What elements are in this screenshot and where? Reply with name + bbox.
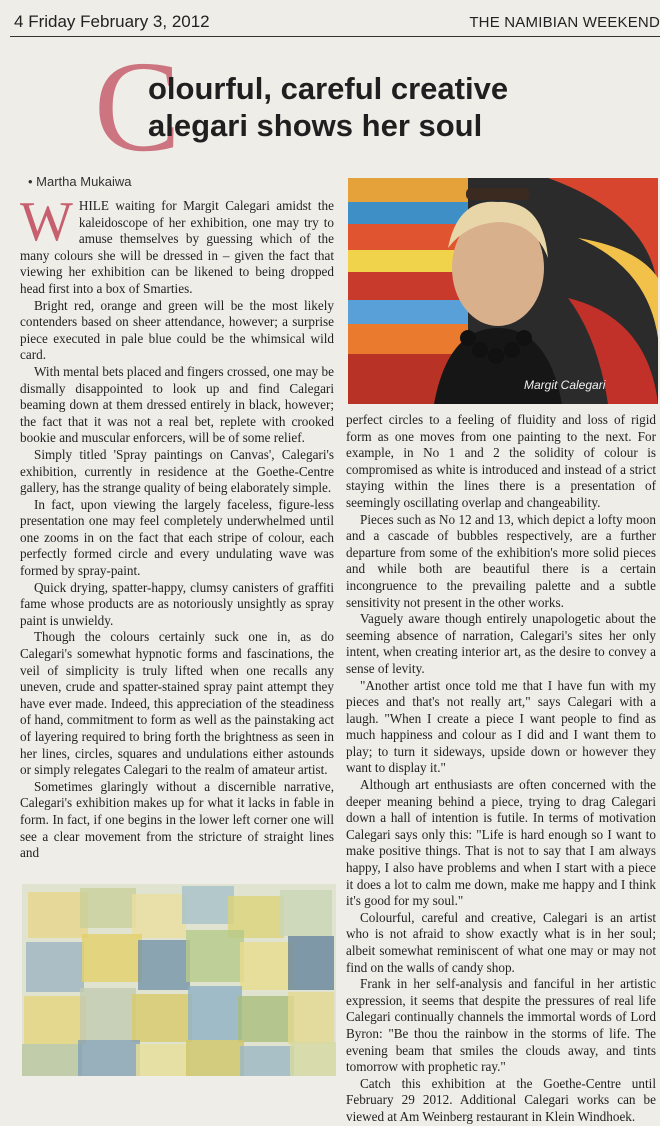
paragraph: Colourful, careful and creative, Calegari is an artist who is not afraid to show exactly what is in her soul; albeit somewhat reminiscent of what one may or may not find on the walls of candy shop. — [346, 909, 656, 975]
article-column-right — [346, 412, 656, 1126]
paragraph: Frank in her self-analysis and fanciful in her artistic expression, it seems that despite the pressures of real life Calegari continually channels the immortal words of Lord Byron: "Be thou the rainbow in the storms of life. The evening beam that smiles the clouds away, and tints tomorrow with prophetic ray." — [346, 976, 656, 1075]
paragraph: Vaguely aware though entirely unapologetic about the seeming absence of narration, Calegari's sites her only intent, when creating interior art, as the desire to convey a sense of levity. — [346, 611, 656, 676]
spray-painting-artwork — [22, 884, 336, 1076]
paragraph: Although art enthusiasts are often concerned with the deeper meaning behind a piece, trying to drag Calegari down a hall of intention is futile. In terms of motivation Calegari says only this: "Life is hard enough so I want to make positive things. That is not to say that I am always happy, I also have problems and when I start with a piece it does a lot to calm me down, make me happy and I think it's good for my soul." — [346, 777, 656, 909]
article-column-left — [20, 191, 334, 862]
byline: • Martha Mukaiwa — [28, 174, 132, 189]
headline-drop-letter: C — [94, 35, 181, 179]
paragraph: Sometimes glaringly without a discernible narrative, Calegari's exhibition makes up for what it lacks in fable in form. In fact, if one begins in the lower left corner one will see a clear movement from the stricture of straight lines and — [20, 778, 334, 861]
paragraph: "Another artist once told me that I have fun with my pieces and that's not really art," says Calegari with a laugh. "When I create a piece I want people to find as much happiness and colour as I did and I want them to play; to turn it sideways, upside down or however they want to display it." — [346, 677, 656, 776]
portrait-image — [348, 178, 658, 404]
page-header — [0, 0, 660, 36]
weekday: Friday — [28, 12, 76, 31]
paragraph: Catch this exhibition at the Goethe-Centre until February 29 2012. Additional Calegari works can be viewed at Am Weinberg restaurant in Klein Windhoek. — [346, 1075, 656, 1124]
paragraph: Pieces such as No 12 and 13, which depict a lofty moon and a cascade of bubbles respectively, are a further departure from some of the exhibition's more solid pieces and while both are beautiful there is a certain incongruence to the prevailing palette and a subtle sensitivity not present in the other works. — [346, 511, 656, 610]
paragraph: Quick drying, spatter-happy, clumsy canisters of graffiti fame whose products are as notoriously unsightly as spray paint is unwieldy. — [20, 579, 334, 628]
paragraph: Though the colours certainly suck one in, as do Calegari's somewhat hypnotic forms and fascinations, the veil of simplicity is truly lifted when one recalls any uneven, crude and spatter-stained spray paint attempt they have ever made. Indeed, this appreciation of the steadiness of hand, commitment to form as well as the painstaking act of layering required to bring forth the brightness as seen in her lines, circles, squares and undulations either astounds or simply relegates Calegari to the realm of amateur artist. — [20, 629, 334, 778]
paragraph: Simply titled 'Spray paintings on Canvas', Calegari's exhibition, currently in residence at the Goethe-Centre gallery, has the strange quality of being elaborately simple. — [20, 446, 334, 496]
headline — [148, 70, 508, 144]
headline-line-2: alegari shows her soul — [148, 108, 483, 143]
photo-caption: Margit Calegari — [524, 378, 606, 392]
lead-paragraph — [20, 191, 334, 298]
paragraph: In fact, upon viewing the largely faceless, figure-less presentation one may feel completely underwhelmed until one zooms in on the fact that each stripe of colour, each perfectly formed circle and every undulating wave was formed by spray-paint. — [20, 496, 334, 579]
paragraph-continued: perfect circles to a feeling of fluidity and loss of rigid form as one moves from one painting to the next. For example, in No 1 and 2 the solidity of colour is compromised as white is introduced and instead of a strict staying within the lines there is a presentation of seemingly oscillating overlap and changeability. — [346, 412, 656, 510]
paragraph: Bright red, orange and green will be the most likely contenders based on sheer attendance, however; a surprise piece executed in pale blue could be the whimsical wild card. — [20, 297, 334, 363]
page-number: 4 — [14, 12, 24, 31]
headline-line-1: olourful, careful creative — [148, 71, 509, 106]
paragraph: With mental bets placed and fingers crossed, one may be dismally disappointed to look up and find Calegari beaming down at them dressed entirely in black, however; the fact that it was not a real bet, replete with crooked bookie and muscular enforcers, will be of some relief. — [20, 363, 334, 446]
drop-cap: W — [20, 191, 73, 253]
issue-date: February 3, 2012 — [80, 12, 210, 31]
publication-name: THE NAMIBIAN WEEKEND — [469, 14, 660, 31]
painting-image — [22, 884, 336, 1076]
lead-text: HILE waiting for Margit Calegari amidst the kaleidoscope of her exhibition, one may try to amuse themselves by guessing which of the many colours she will be dressed in – given the fact that viewing her exhibition can be likened to being dropped head first into a box of Smarties. — [20, 198, 334, 296]
artist-portrait-photo — [348, 178, 658, 404]
page-info — [14, 12, 210, 32]
